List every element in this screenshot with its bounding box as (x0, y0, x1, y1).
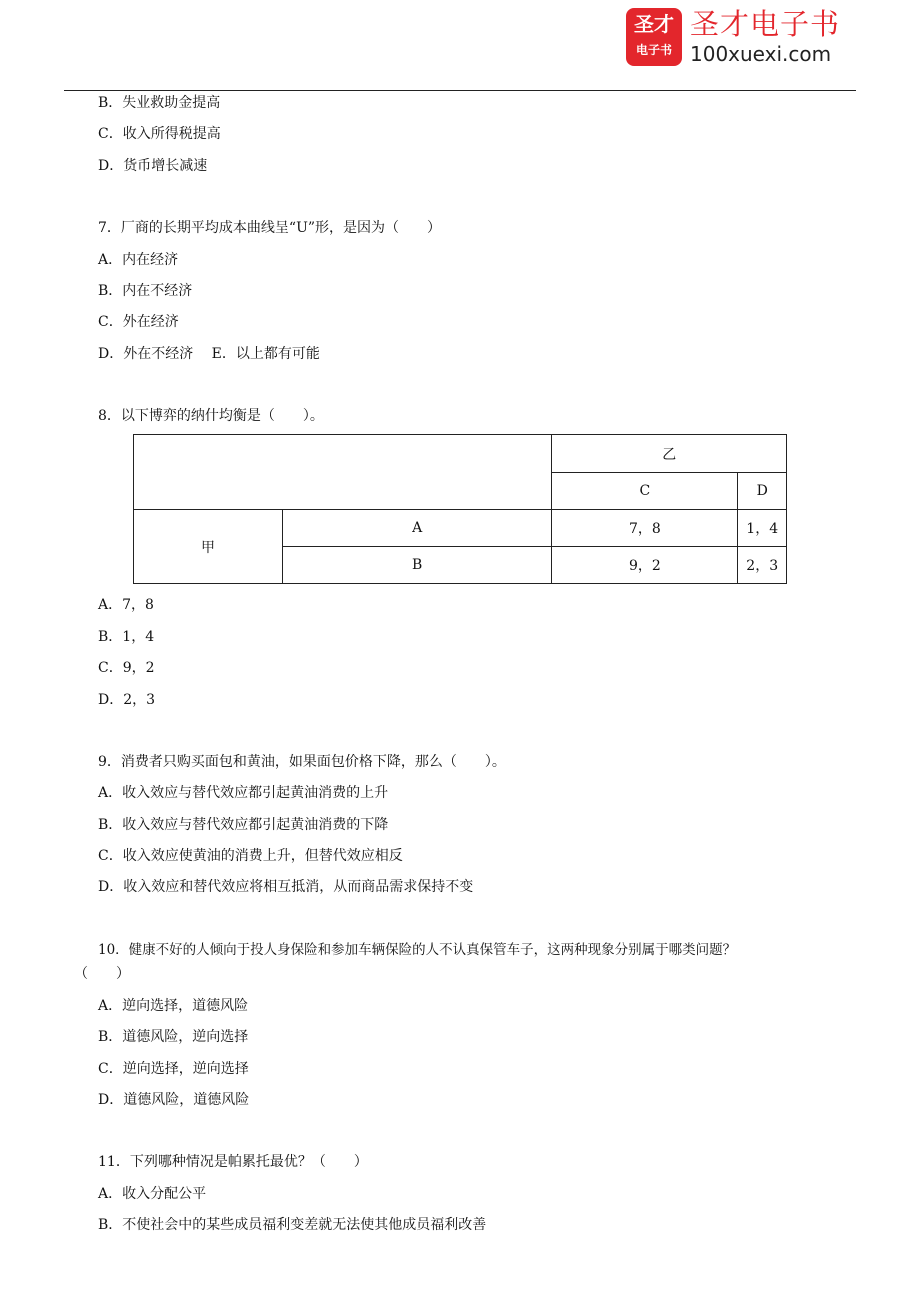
q7-option-c: C．外在经济 (98, 314, 179, 330)
logo-line-2: 电子书 (635, 43, 672, 57)
row-a-header: A (283, 510, 552, 547)
q6-option-b: B．失业救助金提高 (98, 95, 221, 111)
q9-option-c: C．收入效应使黄油的消费上升，但替代效应相反 (98, 848, 403, 864)
column-c-header: C (552, 473, 738, 510)
q6-option-c: C．收入所得税提高 (98, 126, 221, 142)
logo (626, 8, 682, 66)
site-url: 100xuexi.com (690, 42, 832, 66)
q10-option-a: A．逆向选择，道德风险 (98, 998, 249, 1014)
q11-option-b: B．不使社会中的某些成员福利变差就无法使其他成员福利改善 (98, 1217, 487, 1233)
payoff-table (133, 434, 787, 584)
payoff-a-c: 7，8 (552, 510, 738, 547)
logo-line-1: 圣才 (634, 12, 674, 36)
q7-option-d-e: D．外在不经济 E．以上都有可能 (98, 346, 320, 362)
payoff-b-d: 2，3 (738, 547, 787, 584)
q7-option-b: B．内在不经济 (98, 283, 193, 299)
q8-option-a: A．7，8 (98, 597, 154, 613)
q10-option-b: B．道德风险，逆向选择 (98, 1029, 249, 1045)
q6-option-d: D．货币增长减速 (98, 158, 208, 174)
player-1-header: 甲 (134, 510, 283, 584)
q11-option-a: A．收入分配公平 (98, 1186, 207, 1202)
header-rule (64, 90, 856, 91)
q10-stem-paren: （ ） (74, 966, 130, 982)
payoff-a-d: 1，4 (738, 510, 787, 547)
page-header (0, 0, 920, 92)
q10-option-d: D．道德风险，道德风险 (98, 1092, 250, 1108)
q7-stem: 7．厂商的长期平均成本曲线呈“U”形，是因为（ ） (98, 220, 442, 236)
q9-stem: 9．消费者只购买面包和黄油，如果面包价格下降，那么（ ）。 (98, 754, 506, 770)
q9-option-d: D．收入效应和替代效应将相互抵消，从而商品需求保持不变 (98, 879, 474, 895)
payoff-b-c: 9，2 (552, 547, 738, 584)
row-b-header: B (283, 547, 552, 584)
q8-option-b: B．1，4 (98, 629, 155, 645)
q10-stem: 10．健康不好的人倾向于投人身保险和参加车辆保险的人不认真保管车子，这两种现象分别属于哪类问题？ (98, 942, 737, 958)
brand-name: 圣才电子书 (690, 7, 841, 41)
q9-option-a: A．收入效应与替代效应都引起黄油消费的上升 (98, 785, 389, 801)
q8-option-d: D．2，3 (98, 692, 156, 708)
player-2-header: 乙 (552, 435, 787, 473)
table-corner-cell (134, 435, 552, 510)
q7-option-a: A．内在经济 (98, 252, 179, 268)
q10-option-c: C．逆向选择，逆向选择 (98, 1061, 249, 1077)
q8-option-c: C．9，2 (98, 660, 155, 676)
q11-stem: 11．下列哪种情况是帕累托最优？（ ） (98, 1154, 368, 1170)
q9-option-b: B．收入效应与替代效应都引起黄油消费的下降 (98, 817, 389, 833)
q8-stem: 8．以下博弈的纳什均衡是（ ）。 (98, 408, 324, 424)
column-d-header: D (738, 473, 787, 510)
